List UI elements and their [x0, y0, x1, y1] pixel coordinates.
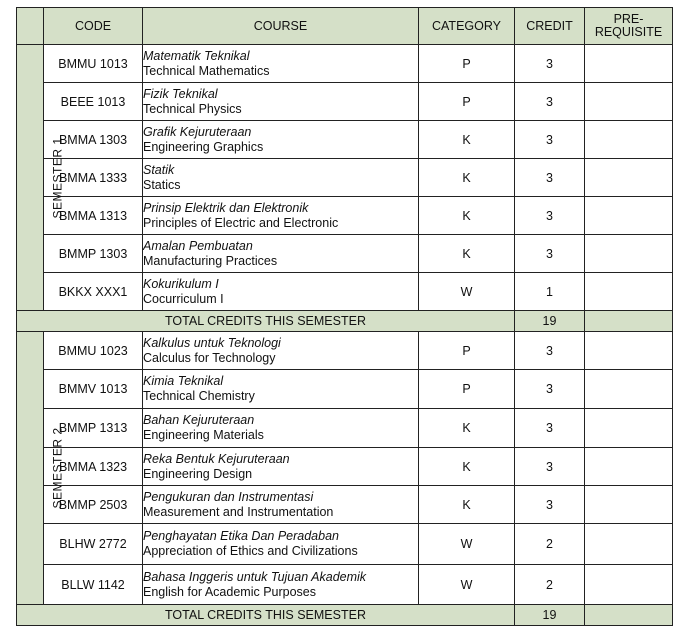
course-name-malay: Reka Bentuk Kejuruteraan: [143, 451, 290, 466]
course-name-cell: [143, 524, 419, 565]
semester-label: SEMESTER 2: [50, 427, 65, 509]
total-row: [17, 311, 673, 332]
course-category: W: [419, 565, 515, 605]
semester-label-cell: [17, 45, 65, 311]
course-name-cell: [143, 121, 419, 159]
course-name-malay: Pengukuran dan Instrumentasi: [143, 489, 314, 504]
course-category: K: [419, 409, 515, 448]
course-name-cell: [143, 197, 419, 235]
course-name-english: Measurement and Instrumentation: [143, 504, 334, 519]
course-prerequisite: [585, 332, 673, 370]
course-name-english: Technical Physics: [143, 101, 242, 116]
table-row: [17, 370, 673, 409]
course-name-malay: Kimia Teknikal: [143, 374, 224, 388]
course-category: K: [419, 159, 515, 197]
course-prerequisite: [585, 159, 673, 197]
course-name-malay: Prinsip Elektrik dan Elektronik: [143, 200, 309, 215]
course-name-english: Engineering Materials: [143, 428, 264, 442]
course-name-cell: [143, 565, 419, 605]
course-code: BMMU 1023: [44, 332, 143, 370]
course-category: K: [419, 448, 515, 486]
course-name-cell: [143, 370, 419, 409]
course-prerequisite: [585, 121, 673, 159]
table-row: [17, 121, 673, 159]
course-code: BKKX XXX1: [44, 273, 143, 311]
course-credit: 3: [515, 45, 585, 83]
course-name-malay: Statik: [143, 162, 175, 177]
course-prerequisite: [585, 273, 673, 311]
course-credit: 3: [515, 448, 585, 486]
course-credit: 3: [515, 486, 585, 524]
table-row: [17, 448, 673, 486]
course-code: BMMA 1323: [44, 448, 143, 486]
curriculum-table: [16, 7, 673, 626]
header-row: [17, 8, 673, 45]
course-name-cell: [143, 448, 419, 486]
course-name-english: Statics: [143, 177, 181, 192]
course-name-english: Appreciation of Ethics and Civilizations: [143, 544, 358, 558]
semester-label-cell: [17, 332, 65, 605]
course-code: BLLW 1142: [44, 565, 143, 605]
course-name-malay: Kalkulus untuk Teknologi: [143, 335, 281, 350]
course-name-malay: Amalan Pembuatan: [143, 238, 253, 253]
course-name-english: Principles of Electric and Electronic: [143, 215, 339, 230]
course-name-english: Technical Chemistry: [143, 389, 255, 403]
course-prerequisite: [585, 83, 673, 121]
course-code: BMMP 1313: [44, 409, 143, 448]
total-prerequisite: [585, 605, 673, 626]
semester-label: SEMESTER 1: [50, 136, 65, 219]
course-category: W: [419, 524, 515, 565]
course-credit: 3: [515, 370, 585, 409]
course-name-malay: Matematik Teknikal: [143, 48, 250, 63]
table-row: [17, 409, 673, 448]
course-name-malay: Kokurikulum I: [143, 276, 219, 291]
course-name-malay: Bahan Kejuruteraan: [143, 413, 255, 427]
course-credit: 3: [515, 235, 585, 273]
course-name-malay: Fizik Teknikal: [143, 86, 218, 101]
course-name-cell: [143, 409, 419, 448]
course-name-malay: Penghayatan Etika Dan Peradaban: [143, 529, 339, 543]
course-category: K: [419, 486, 515, 524]
table-row: [17, 332, 673, 370]
course-name-english: Calculus for Technology: [143, 350, 276, 365]
course-code: BMMP 1303: [44, 235, 143, 273]
course-name-english: Engineering Graphics: [143, 139, 264, 154]
table-row: [17, 235, 673, 273]
course-code: BMMP 2503: [44, 486, 143, 524]
course-credit: 1: [515, 273, 585, 311]
course-credit: 3: [515, 332, 585, 370]
course-credit: 3: [515, 409, 585, 448]
course-credit: 2: [515, 565, 585, 605]
course-name-cell: [143, 45, 419, 83]
course-name-cell: [143, 159, 419, 197]
course-credit: 3: [515, 83, 585, 121]
course-category: P: [419, 83, 515, 121]
course-category: P: [419, 332, 515, 370]
table-row: [17, 524, 673, 565]
course-prerequisite: [585, 448, 673, 486]
course-prerequisite: [585, 524, 673, 565]
course-prerequisite: [585, 235, 673, 273]
course-code: BMMA 1303: [44, 121, 143, 159]
table-row: [17, 565, 673, 605]
table-row: [17, 159, 673, 197]
course-code: BMMU 1013: [44, 45, 143, 83]
table-row: [17, 45, 673, 83]
course-name-malay: Bahasa Inggeris untuk Tujuan Akademik: [143, 569, 367, 584]
total-prerequisite: [585, 311, 673, 332]
course-category: P: [419, 45, 515, 83]
header-prerequisite: PRE- REQUISITE: [585, 8, 673, 45]
total-label: TOTAL CREDITS THIS SEMESTER: [17, 311, 515, 332]
course-name-english: Manufacturing Practices: [143, 253, 278, 268]
course-name-cell: [143, 486, 419, 524]
course-credit: 3: [515, 159, 585, 197]
header-course: COURSE: [143, 8, 419, 45]
course-code: BEEE 1013: [44, 83, 143, 121]
header-credit: CREDIT: [515, 8, 585, 45]
course-category: K: [419, 121, 515, 159]
table-row: [17, 486, 673, 524]
total-row: [17, 605, 673, 626]
course-name-cell: [143, 235, 419, 273]
course-code: BMMA 1333: [44, 159, 143, 197]
course-name-malay: Grafik Kejuruteraan: [143, 124, 252, 139]
total-credits: 19: [515, 605, 585, 626]
course-credit: 3: [515, 197, 585, 235]
course-prerequisite: [585, 370, 673, 409]
course-prerequisite: [585, 409, 673, 448]
course-prerequisite: [585, 45, 673, 83]
course-category: K: [419, 197, 515, 235]
table-row: [17, 83, 673, 121]
course-code: BMMV 1013: [44, 370, 143, 409]
course-name-english: Engineering Design: [143, 466, 253, 481]
course-name-cell: [143, 332, 419, 370]
header-category: CATEGORY: [419, 8, 515, 45]
course-name-cell: [143, 273, 419, 311]
course-credit: 2: [515, 524, 585, 565]
course-category: K: [419, 235, 515, 273]
course-category: P: [419, 370, 515, 409]
header-blank: [17, 8, 44, 45]
course-name-english: Cocurriculum I: [143, 291, 224, 306]
course-prerequisite: [585, 486, 673, 524]
course-name-english: Technical Mathematics: [143, 63, 270, 78]
course-code: BMMA 1313: [44, 197, 143, 235]
table-body: [17, 45, 673, 626]
course-name-english: English for Academic Purposes: [143, 584, 317, 599]
total-credits: 19: [515, 311, 585, 332]
course-credit: 3: [515, 121, 585, 159]
course-category: W: [419, 273, 515, 311]
table-row: [17, 273, 673, 311]
course-code: BLHW 2772: [44, 524, 143, 565]
course-name-cell: [143, 83, 419, 121]
total-label: TOTAL CREDITS THIS SEMESTER: [17, 605, 515, 626]
course-prerequisite: [585, 197, 673, 235]
table-row: [17, 197, 673, 235]
course-prerequisite: [585, 565, 673, 605]
header-code: CODE: [44, 8, 143, 45]
